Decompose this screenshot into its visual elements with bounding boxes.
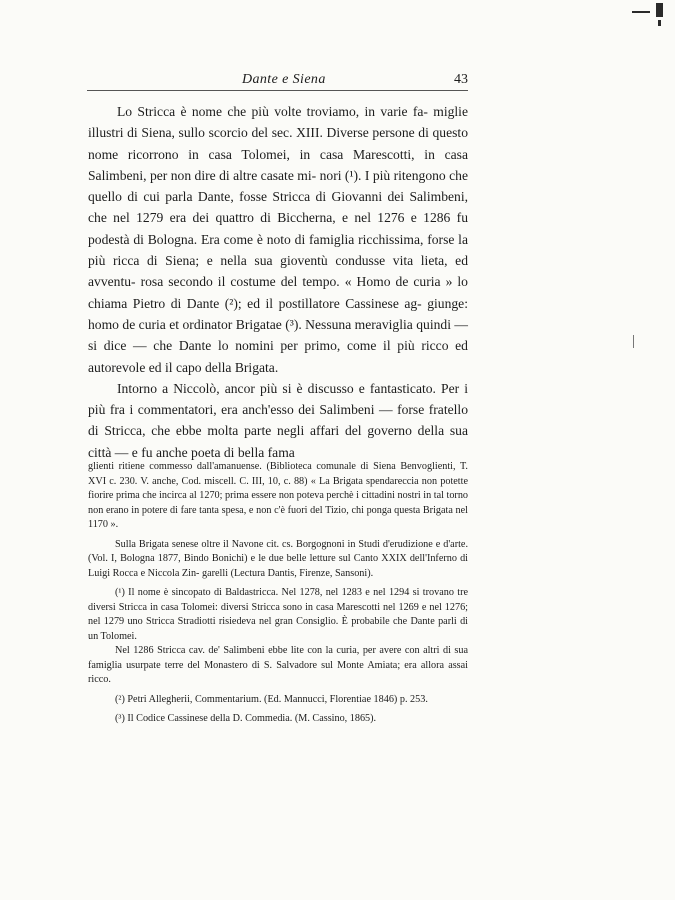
footnote-line: (³) Il Codice Cassinese della D. Commedia. (M. Cassino, 1865). (115, 713, 377, 724)
footnote-line: Nel 1286 Stricca cav. de' Salimbeni ebbe lite con la curia, per avere (115, 645, 405, 656)
footnote-line: « La Brigata spendareccia non potette fiorire prima che incirca al 1270; (88, 475, 468, 501)
text-line: Marescotti, in casa Salimbeni, per non dire di altre casate mi- (88, 146, 468, 183)
text-line: Lo Stricca è nome che più volte troviamo, in varie fa- (117, 104, 434, 119)
text-line: chiama Pietro di Dante (²); ed il postillatore Cassinese ag- (88, 295, 428, 311)
scan-edge-mark (658, 20, 661, 26)
footnote-line: glienti ritiene commesso dall'amanuense. (Biblioteca comunale di Siena (88, 461, 401, 472)
footnote-2 (88, 693, 468, 708)
page-header (87, 71, 468, 91)
footnote-line: d'erudizione e d'arte. (Vol. I, Bologna 1877, Bindo Bonichi) e le due (88, 538, 468, 564)
paragraph-stricca (88, 101, 468, 378)
footnotes (88, 460, 468, 727)
text-line: come è noto di famiglia ricchissima, forse la più ricca di (88, 231, 468, 269)
footnote-3 (88, 712, 468, 727)
footnote-1 (88, 586, 468, 644)
scan-edge-mark (632, 11, 650, 13)
text-line: meraviglia quindi — si dice — che Dante lo nomini per primo, (88, 316, 468, 354)
footnote-line: in casa Marescotti nel 1269 e nel 1276; nel 1279 uno Stricca Stradiotti (88, 601, 468, 627)
footnote-line: (²) Petri Allegherii, Commentarium. (Ed. Mannucci, Florentiae (115, 693, 374, 705)
footnote-line: 1294 si trovano tre diversi Stricca in casa Tolomei: diversi Stricca sono (88, 587, 468, 613)
text-line: Siena; e nella sua gioventù condusse vita lieta, ed avventu- (88, 253, 468, 290)
text-line: rosa secondo il costume del tempo. « Homo de curia » lo (140, 274, 468, 290)
text-line: persone di questo nome ricorrono in casa Tolomei, in casa (88, 125, 468, 162)
scan-edge-line (633, 335, 634, 348)
text-line: Intorno a Niccolò, ancor più si è discusso e fantasticato. (117, 380, 442, 396)
scan-edge-mark (656, 3, 663, 17)
text-line: di Biccherna, e nel 1276 e 1286 fu podestà di Bologna. Era (88, 210, 468, 247)
footnote-brigata-senese (88, 538, 468, 582)
footnote-continuation (88, 460, 468, 533)
footnote-line: garelli (Lectura Dantis, Firenze, Sansoni). (202, 567, 374, 579)
page-number: 43 (454, 72, 468, 87)
text-line: come il più ricco ed autorevole ed il capo della Brigata. (88, 338, 468, 375)
text-line: del governo della sua città — e fu anche poeta di bella fama (88, 423, 468, 460)
header-rule (87, 90, 468, 91)
footnote-line: con altri di sua famiglia usurpate terre del Monastero di S. Salvadore (88, 645, 468, 671)
text-line: giunge: homo de curia et ordinator Brigatae (³). Nessuna (88, 295, 468, 332)
footnote-line: in potere di fare tanta spesa, e non c'è fuori del Tizio, chi ponga questa (131, 504, 423, 516)
paragraph-niccolo (88, 378, 468, 463)
footnote-line: risiedeva nel gran Consiglio. È probabile che Dante parli di un Tolomei. (88, 616, 468, 642)
footnote-line: sul Monte Amiata; era allora assai ricco. (88, 659, 468, 685)
footnote-1-continued (88, 644, 468, 688)
footnote-line: belle letture sul Canto XXIX dell'Inferno di Luigi Rocca e Niccola Zin- (88, 553, 468, 579)
body-text (88, 101, 468, 463)
text-line: forse fratello di Stricca, che ebbe molta parte negli affari (88, 402, 469, 439)
text-line: Stricca di Giovanni dei Salimbeni, che nel 1279 era dei quattro (88, 189, 468, 226)
footnote-line: (¹) Il nome è sincopato di Baldastricca. Nel 1278, nel 1283 e nel (115, 587, 389, 598)
running-title: Dante e Siena (242, 72, 326, 87)
footnote-line: prima essere non poteva perchè i cittadini nostri in tal torno non erano (88, 490, 469, 516)
footnote-line: Benvoglienti, T. XVI c. 230. V. anche, Cod. miscell. C. III, 10, c. 88) (88, 461, 468, 487)
footnote-line: 1846) p. 253. (373, 693, 428, 705)
text-line: Per i più fra i commentatori, era anch'esso dei Salimbeni — (88, 380, 469, 418)
text-line: nori (¹). I più ritengono che quello di cui parla Dante, fosse (88, 167, 468, 205)
text-line: miglie illustri di Siena, sullo scorcio del sec. XIII. Diverse (88, 104, 468, 141)
footnote-line: Brigata nel 1170 ». (88, 504, 468, 530)
footnote-line: Sulla Brigata senese oltre il Navone cit. cs. Borgognoni in Studi (115, 538, 383, 550)
